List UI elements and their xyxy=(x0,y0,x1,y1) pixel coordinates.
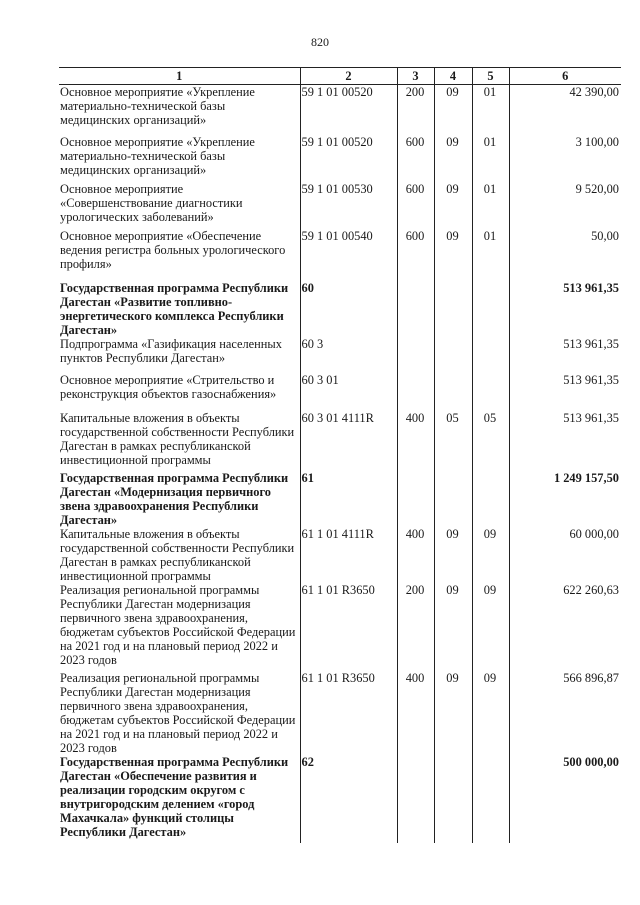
row-subsection-cell: 05 xyxy=(472,411,509,471)
row-code-cell: 60 3 01 4111R xyxy=(300,411,397,471)
table-row xyxy=(59,527,621,583)
row-type-cell xyxy=(397,471,434,527)
row-name-cell: Капитальные вложения в объекты государственной собственности Республики Дагестан в рамках республиканской инвестиционной программы xyxy=(60,526,295,583)
row-type-cell: 600 xyxy=(397,182,434,229)
table-row xyxy=(59,471,621,527)
table-row xyxy=(59,583,621,671)
table-row xyxy=(59,281,621,337)
row-amount-cell: 9 520,00 xyxy=(509,182,621,229)
row-subsection-cell xyxy=(472,281,509,337)
row-subsection-cell: 01 xyxy=(472,85,509,135)
row-section-cell: 09 xyxy=(434,671,472,755)
row-type-cell xyxy=(397,281,434,337)
row-amount-cell: 3 100,00 xyxy=(509,135,621,182)
row-code-cell: 60 3 xyxy=(300,337,397,373)
table-row xyxy=(59,671,621,755)
row-amount-cell: 513 961,35 xyxy=(509,411,621,471)
row-code-cell: 59 1 01 00520 xyxy=(300,85,397,135)
table-row xyxy=(59,182,621,229)
table-row xyxy=(59,85,621,135)
row-name-cell: Основное мероприятие «Укрепление материально-технической базы медицинских организаций» xyxy=(60,85,255,127)
row-amount-cell: 50,00 xyxy=(509,229,621,281)
row-code-cell: 59 1 01 00520 xyxy=(300,135,397,182)
row-amount-cell: 566 896,87 xyxy=(509,671,621,755)
row-type-cell: 400 xyxy=(397,411,434,471)
row-name-cell: Основное мероприятие «Стрительство и реконструкция объектов газоснабжения» xyxy=(60,372,277,401)
row-code-cell: 62 xyxy=(300,755,397,843)
row-type-cell: 200 xyxy=(397,583,434,671)
row-section-cell: 09 xyxy=(434,583,472,671)
row-name-cell: Основное мероприятие «Обеспечение ведения регистра больных урологического профиля» xyxy=(60,228,286,271)
row-section-cell: 09 xyxy=(434,182,472,229)
row-name-cell: Реализация региональной программы Республики Дагестан модернизация первичного звена здравоохранения, бюджетам субъектов Российской Федерации на 2021 год и на плановый период 2022 и 2023 годов xyxy=(60,582,296,667)
table-header-row xyxy=(59,68,621,85)
row-type-cell xyxy=(397,373,434,411)
row-section-cell: 09 xyxy=(434,135,472,182)
page-number: 820 xyxy=(311,35,329,49)
table-row xyxy=(59,755,621,843)
row-type-cell: 600 xyxy=(397,135,434,182)
row-subsection-cell: 09 xyxy=(472,671,509,755)
row-amount-cell: 513 961,35 xyxy=(509,373,621,411)
row-code-cell: 61 xyxy=(300,471,397,527)
row-name-cell: Подпрограмма «Газификация населенных пунктов Республики Дагестан» xyxy=(60,336,282,365)
table-row xyxy=(59,411,621,471)
table-row xyxy=(59,373,621,411)
row-name-cell: Государственная программа Республики Дагестан «Развитие топливно-энергетического комплекса Республики Дагестан» xyxy=(60,280,289,337)
row-name-cell: Капитальные вложения в объекты государственной собственности Республики Дагестан в рамках республиканской инвестиционной программы xyxy=(60,410,295,467)
row-amount-cell: 42 390,00 xyxy=(509,85,621,135)
row-amount-cell: 60 000,00 xyxy=(509,527,621,583)
row-section-cell: 09 xyxy=(434,527,472,583)
column-header: 3 xyxy=(397,68,434,85)
column-header: 1 xyxy=(59,68,300,85)
row-section-cell xyxy=(434,337,472,373)
row-code-cell: 61 1 01 R3650 xyxy=(300,671,397,755)
table-row xyxy=(59,135,621,182)
row-section-cell xyxy=(434,373,472,411)
column-header: 5 xyxy=(472,68,509,85)
row-type-cell: 200 xyxy=(397,85,434,135)
row-section-cell: 09 xyxy=(434,85,472,135)
row-code-cell: 61 1 01 R3650 xyxy=(300,583,397,671)
row-code-cell: 61 1 01 4111R xyxy=(300,527,397,583)
row-subsection-cell: 01 xyxy=(472,182,509,229)
row-amount-cell: 500 000,00 xyxy=(509,755,621,843)
column-header: 2 xyxy=(300,68,397,85)
table-row xyxy=(59,337,621,373)
row-subsection-cell: 01 xyxy=(472,229,509,281)
row-name-cell: Государственная программа Республики Дагестан «Модернизация первичного звена здравоохранения Республики Дагестан» xyxy=(60,470,289,527)
row-type-cell: 400 xyxy=(397,527,434,583)
row-subsection-cell xyxy=(472,337,509,373)
row-subsection-cell: 01 xyxy=(472,135,509,182)
row-code-cell: 59 1 01 00530 xyxy=(300,182,397,229)
row-type-cell xyxy=(397,337,434,373)
row-section-cell: 05 xyxy=(434,411,472,471)
row-section-cell xyxy=(434,755,472,843)
row-type-cell: 400 xyxy=(397,671,434,755)
row-section-cell xyxy=(434,281,472,337)
row-code-cell: 59 1 01 00540 xyxy=(300,229,397,281)
row-amount-cell: 513 961,35 xyxy=(509,281,621,337)
row-amount-cell: 513 961,35 xyxy=(509,337,621,373)
table-row xyxy=(59,229,621,281)
budget-table xyxy=(59,67,621,843)
column-header: 4 xyxy=(434,68,472,85)
row-subsection-cell: 09 xyxy=(472,527,509,583)
row-subsection-cell: 09 xyxy=(472,583,509,671)
row-amount-cell: 1 249 157,50 xyxy=(509,471,621,527)
row-code-cell: 60 xyxy=(300,281,397,337)
row-name-cell: Государственная программа Республики Дагестан «Обеспечение развития и реализации городским округом с внутригородским делением «город Махачкала» функций столицы Республики Дагестан» xyxy=(60,754,289,839)
row-code-cell: 60 3 01 xyxy=(300,373,397,411)
row-type-cell xyxy=(397,755,434,843)
column-header: 6 xyxy=(509,68,621,85)
row-subsection-cell xyxy=(472,373,509,411)
row-section-cell xyxy=(434,471,472,527)
row-amount-cell: 622 260,63 xyxy=(509,583,621,671)
row-subsection-cell xyxy=(472,471,509,527)
row-type-cell: 600 xyxy=(397,229,434,281)
row-section-cell: 09 xyxy=(434,229,472,281)
row-name-cell: Основное мероприятие «Укрепление материально-технической базы медицинских организаций» xyxy=(60,134,255,177)
row-name-cell: Основное мероприятие «Совершенствование диагностики урологических заболеваний» xyxy=(60,181,243,224)
row-subsection-cell xyxy=(472,755,509,843)
row-name-cell: Реализация региональной программы Республики Дагестан модернизация первичного звена здравоохранения, бюджетам субъектов Российской Федерации на 2021 год и на плановый период 2022 и 2023 годов xyxy=(60,670,296,755)
